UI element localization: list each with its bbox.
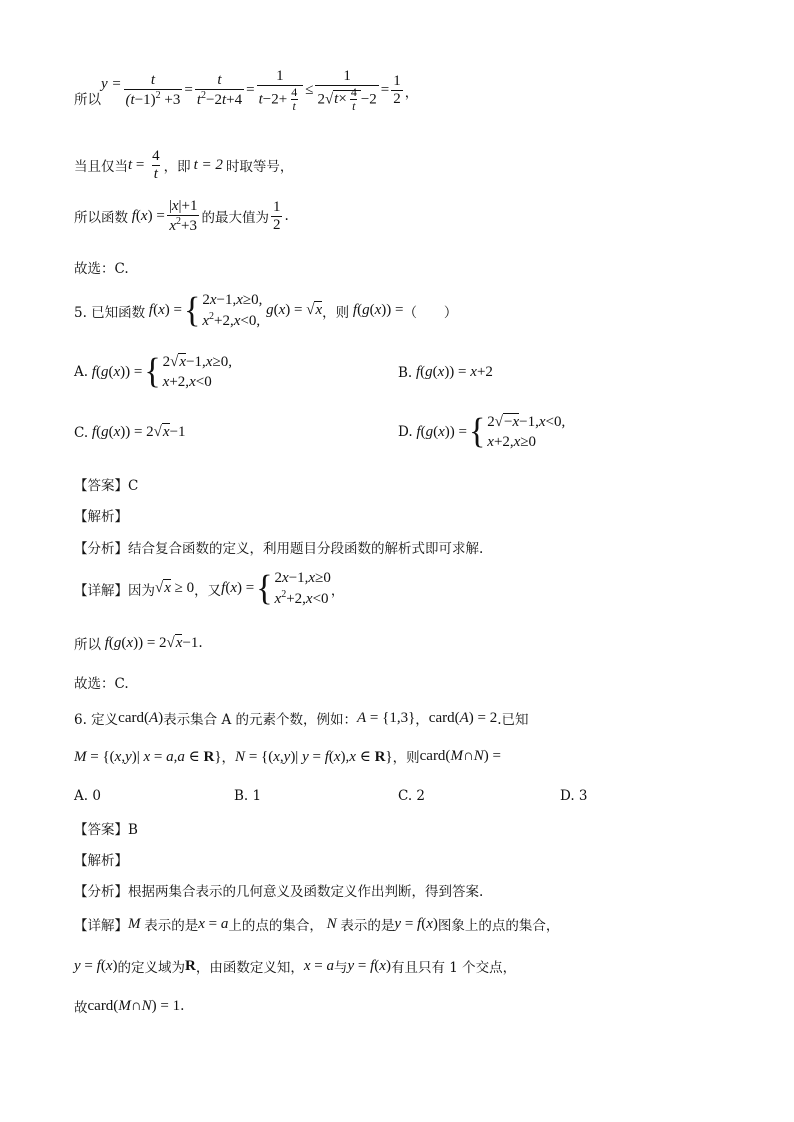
math-f-piecewise-2: f ( x ) = { 2x−1,x≥0 $x^2+2,x<0$ — [221, 568, 331, 608]
detail-label: 【详解】因为 — [74, 582, 155, 599]
comma: ， — [330, 582, 345, 599]
math-half: $\frac{1}{2}$ — [272, 199, 281, 233]
math-y-eq-fx: y = f(x) — [394, 915, 438, 932]
math-y-eq-fx-2: y = f(x) — [74, 957, 118, 974]
q6-option-d: D. 3 — [560, 788, 588, 804]
option-label: D. — [398, 424, 413, 441]
math-f-piecewise: f ( x ) = { 2x−1,x≥0, $x^2+2,x<0$, — [145, 290, 263, 330]
choice-line: 故选：C. — [74, 261, 129, 277]
math-y-eq-fx-3: y = f(x) — [347, 957, 391, 974]
option-label: B. — [398, 364, 413, 381]
detail-label: 【详解】 — [74, 918, 128, 934]
period: . — [198, 635, 203, 651]
derivation-line — [74, 68, 418, 113]
math-m: M — [128, 915, 145, 932]
q6-option-c: C. 2 — [398, 788, 426, 804]
text: 表示的是 — [340, 918, 395, 934]
math-fgx: f(g(x)) = — [349, 302, 404, 319]
math-card-a-eq-2: card(A) = 2 — [428, 709, 498, 726]
q5-answer: 【答案】C — [74, 478, 139, 494]
math-set-n: N = {(x,y)| y = f(x),x ∈ R} — [235, 748, 393, 765]
text: 表示的是 — [144, 918, 199, 934]
math-result: f(g(x)) = 2√x−1 — [101, 634, 199, 651]
q6-detail-line3 — [74, 996, 184, 1016]
math-set-m: M = {(x,y)| x = a,a ∈ R} — [74, 748, 222, 765]
text: 有且只有 1 个交点， — [390, 960, 517, 976]
q6-ze: ，则 — [392, 750, 420, 766]
max-value-line — [74, 198, 289, 235]
q5-fenxi: 【分析】结合复合函数的定义，利用题目分段函数的解析式即可求解. — [74, 541, 484, 557]
math-n: N — [322, 915, 341, 932]
text-zuidazhi: 的最大值为 — [201, 210, 269, 227]
q6-yizhi: .已知 — [497, 712, 529, 728]
text: 图象上的点的集合， — [437, 918, 560, 934]
math-expr-y: y = $\frac{t}{(t-1)^2 +3}$ = $\frac{t}{t^2-2t+4}$ = 1 t−2+ $\frac{4}{t}$ ≤ 1 2√t× $\frac{4}{t}$ −2 = $\frac{1}{2}$ — [101, 68, 401, 113]
text-suoyi: 所以 — [74, 91, 101, 108]
option-c-math: f(g(x)) = 2√x−1 — [88, 424, 186, 440]
text-suoyihanshu: 所以函数 — [74, 210, 128, 227]
text-gu: 故 — [74, 1000, 88, 1016]
comma: ， — [415, 712, 429, 728]
answer-paren: （ ） — [403, 304, 458, 321]
math-t-eq-4-over-t: t = $\frac{4}{t}$ — [128, 148, 160, 182]
detail-you: ，又 — [194, 582, 222, 599]
q6-stem-text-2: 表示集合 A 的元素个数，例如： — [163, 712, 357, 728]
math-card-result: card(M∩N) = 1 — [87, 997, 181, 1014]
option-d-math: f ( g ( x )) = { 2√−x−1,x<0, x+2,x≥0 — [412, 412, 566, 452]
q5-ze: ，则 — [322, 304, 350, 321]
period: . — [180, 998, 185, 1014]
q6-answer: 【答案】B — [74, 822, 138, 838]
text: 与 — [333, 960, 348, 976]
q5-option-b — [398, 364, 493, 381]
q6-detail-line2 — [74, 956, 516, 976]
text: 的定义域为 — [117, 960, 185, 976]
text: 上的点的集合， — [228, 918, 323, 934]
math-x-eq-a: x = a — [198, 915, 229, 932]
q5-stem-text: 5. 已知函数 — [74, 304, 146, 321]
q5-detail — [74, 568, 344, 610]
math-x-eq-a-2: x = a — [303, 957, 334, 974]
q5-option-c — [74, 424, 186, 441]
q5-jiexi: 【解析】 — [74, 509, 128, 525]
q5-option-a — [74, 352, 232, 393]
text-ji: ，即 — [163, 159, 191, 176]
q6-option-b: B. 1 — [234, 788, 262, 804]
math-f-def: f ( x ) = $\frac{|x|+1}{x^2+3}$ — [128, 198, 198, 234]
math-g-def: g(x) = √x — [262, 302, 323, 319]
q5-option-d — [398, 412, 565, 453]
math-r: R — [184, 957, 196, 974]
text: ，由函数定义知， — [195, 960, 304, 976]
comma: ， — [404, 84, 419, 101]
option-label: A. — [74, 364, 89, 381]
q6-fenxi: 【分析】根据两集合表示的几何意义及函数定义作出判断，得到答案. — [74, 884, 484, 900]
option-label: C. — [74, 424, 89, 441]
math-t-eq-2: t = 2 — [193, 156, 223, 173]
text-suoyi: 所以 — [74, 637, 101, 653]
period: . — [284, 208, 289, 225]
q6-detail-line1 — [74, 914, 559, 934]
q6-stem-line1 — [74, 708, 529, 728]
q6-stem-line2 — [74, 746, 501, 766]
q6-option-a: A. 0 — [74, 788, 101, 804]
math-a-set: A = {1,3} — [357, 709, 416, 726]
math-card-mn: card(M∩N) = — [419, 747, 502, 764]
math-sqrt-x-geq-0: √x ≥ 0 — [155, 580, 195, 597]
comma: ， — [221, 750, 236, 766]
q5-pick: 故选：C. — [74, 676, 129, 692]
q5-conclusion — [74, 633, 203, 653]
option-b-math: f(g(x)) = x+2 — [412, 364, 493, 380]
q6-jiexi: 【解析】 — [74, 853, 128, 869]
math-card-a: card(A) — [118, 709, 164, 726]
text-qudenghao: 时取等号， — [225, 159, 294, 176]
text-dangqie: 当且仅当 — [74, 159, 128, 176]
q6-stem-text: 6. 定义 — [74, 712, 119, 728]
option-a-math: f ( g ( x )) = { 2√x−1,x≥0, x+2,x<0 — [88, 352, 232, 392]
q5-stem — [74, 290, 457, 332]
equality-condition-line — [74, 148, 293, 183]
